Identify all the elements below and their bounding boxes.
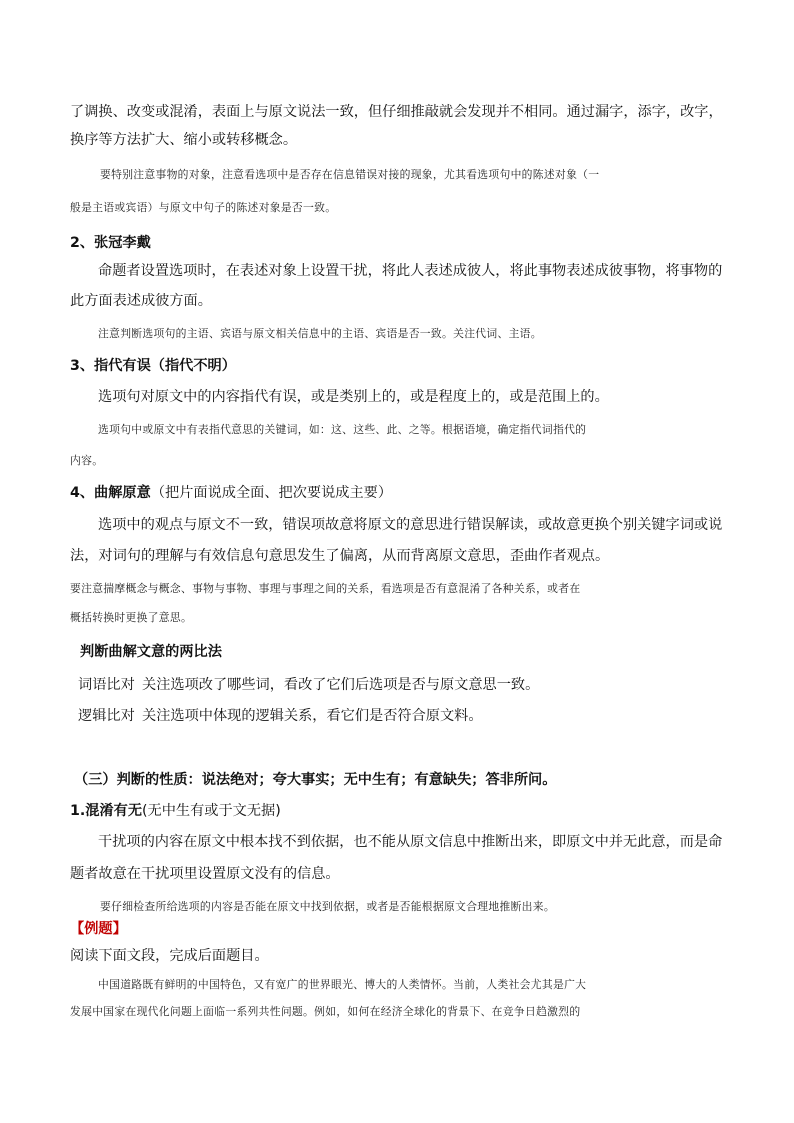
section-heading: （三）判断的性质：说法绝对；夸大事实；无中生有；有意缺失；答非所问。 xyxy=(74,772,557,788)
section-heading: 2、张冠李戴 xyxy=(70,235,151,251)
section-heading: 3、指代有误（指代不明） xyxy=(70,358,236,374)
example-label: 【例题】 xyxy=(70,921,127,937)
note-line: 概括转换时更换了意思。 xyxy=(70,611,193,624)
paragraph-line: 干扰项的内容在原文中根本找不到依据，也不能从原文信息中推断出来，即原文中并无此意，而是命 xyxy=(98,834,723,850)
comparison-text: 关注选项中体现的逻辑关系，看它们是否符合原文料。 xyxy=(142,708,483,724)
comparison-tag: 逻辑比对 xyxy=(78,708,135,724)
paragraph-line: 命题者设置选项时，在表述对象上设置干扰，将此人表述成彼人，将此事物表述成彼事物，将事物的 xyxy=(98,263,723,279)
subheading: 判断曲解文意的两比法 xyxy=(80,644,222,660)
comparison-text: 关注选项改了哪些词，看改了它们后选项是否与原文意思一致。 xyxy=(142,677,540,693)
note-line: 要仔细检查所给选项的内容是否能在原文中找到依据，或者是否能根据原文合理地推断出来。 xyxy=(100,900,555,913)
note-line: 选项句中或原文中有表指代意思的关键词，如：这、这些、此、之等。根据语境，确定指代词指代的 xyxy=(98,423,587,436)
note-line: 要特别注意事物的对象，注意看选项中是否存在信息错误对接的现象，尤其看选项句中的陈述对象（一 xyxy=(100,168,600,181)
paragraph-line: 题者故意在干扰项里设置原文没有的信息。 xyxy=(70,866,340,882)
section-heading xyxy=(70,800,281,822)
comparison-tag: 词语比对 xyxy=(78,677,135,693)
section-heading xyxy=(70,482,392,504)
example-prompt: 阅读下面文段，完成后面题目。 xyxy=(70,948,269,964)
paragraph-line: 选项句对原文中的内容指代有误，或是类别上的，或是程度上的，或是范围上的。 xyxy=(98,389,609,405)
heading-note: (无中生有或于文无据) xyxy=(142,803,281,819)
example-text-line: 中国道路既有鲜明的中国特色，又有宽广的世界眼光、博大的人类情怀。当前，人类社会尤其是广大 xyxy=(98,978,587,991)
note-line: 内容。 xyxy=(70,454,104,467)
paragraph-line: 选项中的观点与原文不一致，错误项故意将原文的意思进行错误解读，或故意更换个别关键字词或说 xyxy=(98,517,723,533)
paragraph-line: 了调换、改变或混淆，表面上与原文说法一致，但仔细推敲就会发现并不相同。通过漏字，添字，改字， xyxy=(70,104,723,120)
note-line: 注意判断选项句的主语、宾语与原文相关信息中的主语、宾语是否一致。关注代词、主语。 xyxy=(98,327,542,340)
heading-bold: 4、曲解原意 xyxy=(70,485,151,501)
note-line: 要注意揣摩概念与概念、事物与事物、事理与事理之间的关系，看选项是否有意混淆了各种关系，或者在 xyxy=(70,582,581,595)
heading-note: （把片面说成全面、把次要说成主要） xyxy=(150,485,393,501)
example-text-line: 发展中国家在现代化问题上面临一系列共性问题。例如，如何在经济全球化的背景下、在竞争日趋激烈的 xyxy=(70,1005,581,1018)
comparison-row xyxy=(78,705,483,727)
heading-bold: 1.混淆有无 xyxy=(70,803,143,819)
note-line: 般是主语或宾语）与原文中句子的陈述对象是否一致。 xyxy=(70,201,337,214)
paragraph-line: 换序等方法扩大、缩小或转移概念。 xyxy=(70,132,298,148)
paragraph-line: 法，对词句的理解与有效信息句意思发生了偏离，从而背离原文意思，歪曲作者观点。 xyxy=(70,548,610,564)
comparison-row xyxy=(78,674,539,696)
paragraph-line: 此方面表述成彼方面。 xyxy=(70,293,212,309)
